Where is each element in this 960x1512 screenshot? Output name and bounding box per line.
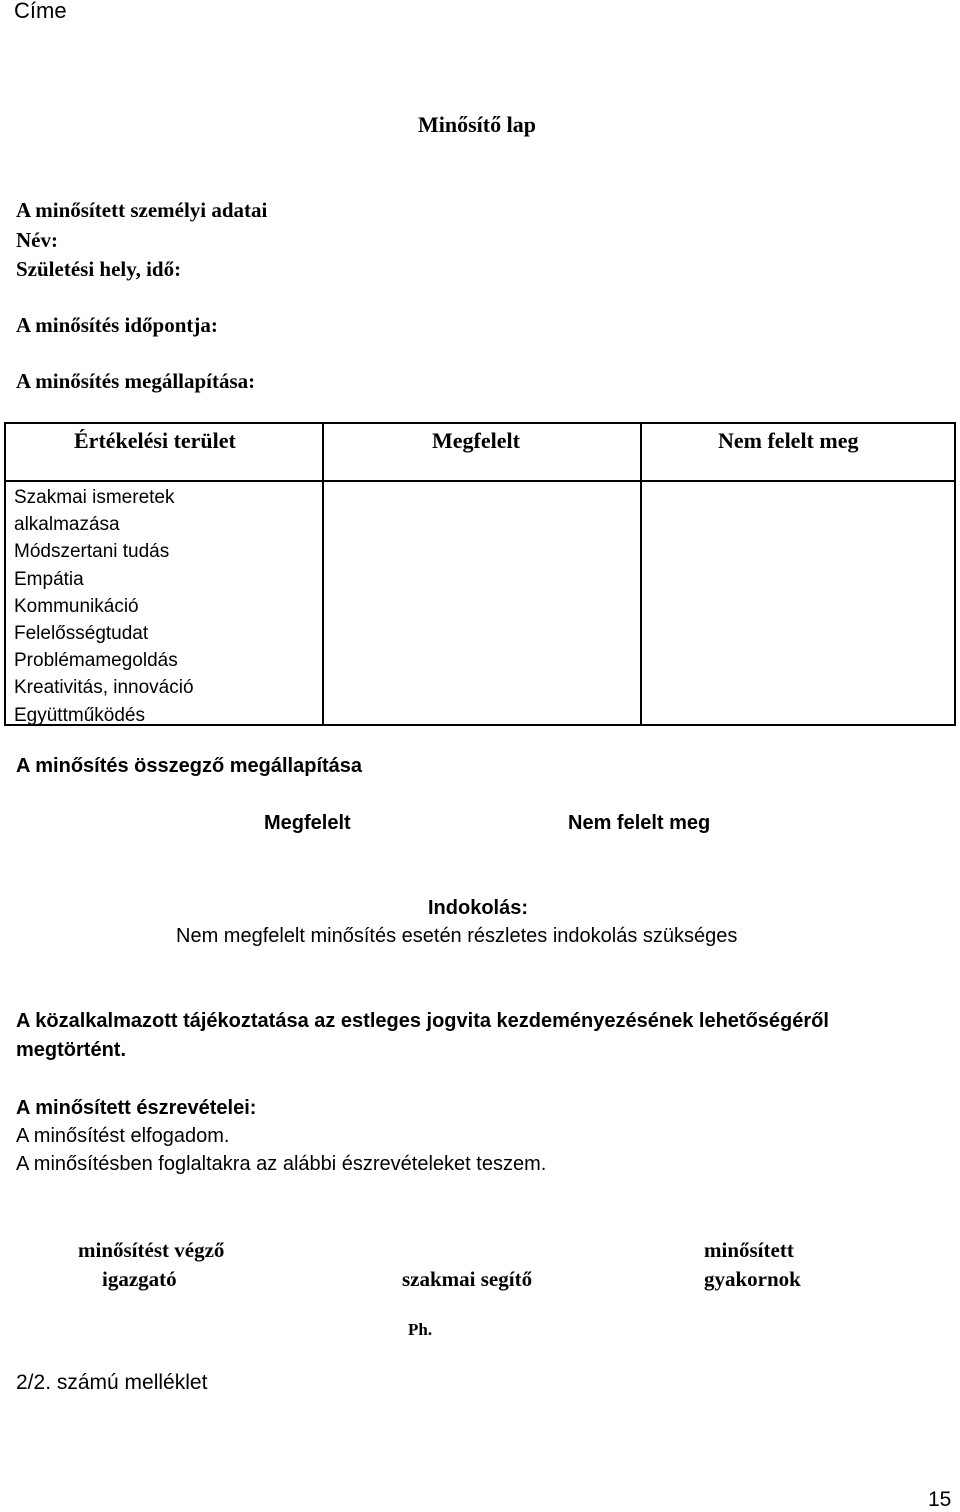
signature-trainee-line-2: gyakornok [704, 1267, 801, 1291]
evaluation-finding-label: A minősítés megállapítása: [16, 369, 256, 393]
signature-principal-line-2: igazgató [102, 1267, 177, 1291]
remarks-comments: A minősítésben foglaltakra az alábbi észrevételeket teszem. [16, 1153, 547, 1175]
table-header-fail [640, 422, 956, 482]
summary-option-fail[interactable]: Nem felelt meg [568, 812, 711, 834]
list-item: Szakmai ismeretek [14, 487, 175, 508]
stamp-placeholder: Ph. [408, 1320, 433, 1339]
summary-option-pass[interactable]: Megfelelt [264, 812, 351, 834]
list-item: Problémamegoldás [14, 650, 178, 672]
table-header-area [4, 422, 324, 482]
signature-trainee-line-1: minősített [704, 1238, 794, 1262]
list-item: Együttműködés [14, 704, 145, 726]
signature-mentor: szakmai segítő [402, 1267, 533, 1291]
list-item: Módszertani tudás [14, 541, 170, 563]
form-title: Minősítő lap [418, 112, 536, 137]
remarks-accept: A minősítést elfogadom. [16, 1125, 230, 1147]
list-item: Kreativitás, innováció [14, 677, 194, 699]
evaluation-date-label: A minősítés időpontja: [16, 313, 218, 337]
table-header-fail-label: Nem felelt meg [718, 428, 859, 453]
page-number: 15 [928, 1488, 952, 1511]
justification-note: Nem megfelelt minősítés esetén részletes indokolás szükséges [176, 925, 738, 947]
list-item: Kommunikáció [14, 595, 139, 617]
list-item: Felelősségtudat [14, 623, 149, 645]
list-item: alkalmazása [14, 514, 120, 536]
summary-heading: A minősítés összegző megállapítása [16, 755, 363, 777]
remarks-heading: A minősített észrevételei: [16, 1097, 257, 1119]
personal-data-heading: A minősített személyi adatai [16, 198, 268, 222]
table-header-pass [322, 422, 642, 482]
table-header-area-label: Értékelési terület [74, 428, 236, 453]
evaluation-table [4, 422, 956, 726]
evaluation-area-list [14, 484, 194, 729]
notice-line-2: megtörtént. [16, 1039, 126, 1061]
list-item: Empátia [14, 568, 84, 590]
table-pass-cell[interactable] [322, 480, 642, 726]
document-header-title: Címe [14, 0, 67, 23]
name-label: Név: [16, 228, 58, 252]
annex-label: 2/2. számú melléklet [16, 1371, 208, 1394]
notice-line-1: A közalkalmazott tájékoztatása az estleges jogvita kezdeményezésének lehetőségéről [16, 1010, 829, 1032]
table-fail-cell[interactable] [640, 480, 956, 726]
birth-label: Születési hely, idő: [16, 257, 182, 281]
justification-label: Indokolás: [428, 897, 529, 919]
signature-principal-line-1: minősítést végző [78, 1238, 225, 1262]
table-header-pass-label: Megfelelt [432, 428, 520, 453]
